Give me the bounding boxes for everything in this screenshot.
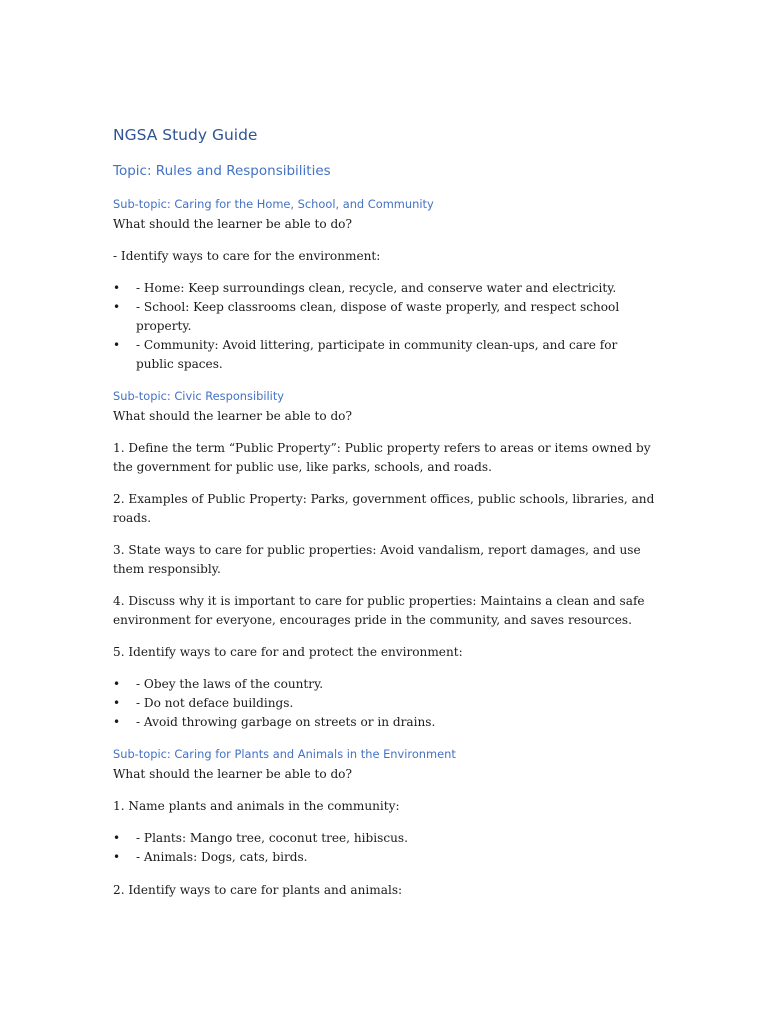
section-civic-responsibility [113,388,658,732]
list-item [113,336,658,374]
learner-question: What should the learner be able to do? [113,217,352,231]
list-item [113,829,658,848]
list-item-text: - Avoid throwing garbage on streets or in drains. [136,715,436,729]
list-item [113,279,658,298]
numbered-item: 1. Define the term “Public Property”: Public property refers to areas or items owned by the government for public use, like parks, schools, and roads. [113,441,651,474]
learner-question: What should the learner be able to do? [113,767,352,781]
list-item [113,848,658,867]
subtopic-heading: Sub-topic: Caring for Plants and Animals in the Environment [113,747,456,761]
list-item-text: - Plants: Mango tree, coconut tree, hibiscus. [136,831,408,845]
list-item [113,694,658,713]
numbered-item: 4. Discuss why it is important to care for public properties: Maintains a clean and safe environment for everyone, encourages pride in the community, and saves resources. [113,594,645,627]
list-item-text: - Obey the laws of the country. [136,677,324,691]
bullet-list [113,279,658,374]
bullet-icon: • [113,300,121,314]
list-item [113,713,658,732]
bullet-icon: • [113,677,121,691]
bullet-icon: • [113,715,121,729]
numbered-item: 5. Identify ways to care for and protect the environment: [113,645,463,659]
numbered-item: 1. Name plants and animals in the community: [113,799,400,813]
topic-heading: Topic: Rules and Responsibilities [113,163,331,179]
list-item [113,675,658,694]
bullet-icon: • [113,281,121,295]
list-item [113,298,658,336]
list-item-text: - Do not deface buildings. [136,696,294,710]
numbered-item: 3. State ways to care for public properties: Avoid vandalism, report damages, and use them responsibly. [113,543,641,576]
subtopic-heading: Sub-topic: Caring for the Home, School, and Community [113,197,434,211]
list-item-text: - School: Keep classrooms clean, dispose of waste properly, and respect school property. [136,300,620,333]
learner-question: What should the learner be able to do? [113,409,352,423]
section-home-school-community [113,196,658,374]
bullet-icon: • [113,338,121,352]
list-item-text: - Animals: Dogs, cats, birds. [136,850,308,864]
list-item-text: - Home: Keep surroundings clean, recycle, and conserve water and electricity. [136,281,617,295]
intro-text: - Identify ways to care for the environment: [113,249,381,263]
numbered-item: 2. Examples of Public Property: Parks, government offices, public schools, libraries, and roads. [113,492,655,525]
bullet-list [113,675,658,732]
bullet-icon: • [113,850,121,864]
bullet-icon: • [113,831,121,845]
list-item-text: - Community: Avoid littering, participate in community clean-ups, and care for public spaces. [136,338,618,371]
document-title: NGSA Study Guide [113,126,258,144]
bullet-icon: • [113,696,121,710]
numbered-item: 2. Identify ways to care for plants and animals: [113,883,403,897]
document-page [113,124,658,913]
subtopic-heading: Sub-topic: Civic Responsibility [113,389,285,403]
section-plants-animals [113,746,658,900]
bullet-list [113,829,658,867]
